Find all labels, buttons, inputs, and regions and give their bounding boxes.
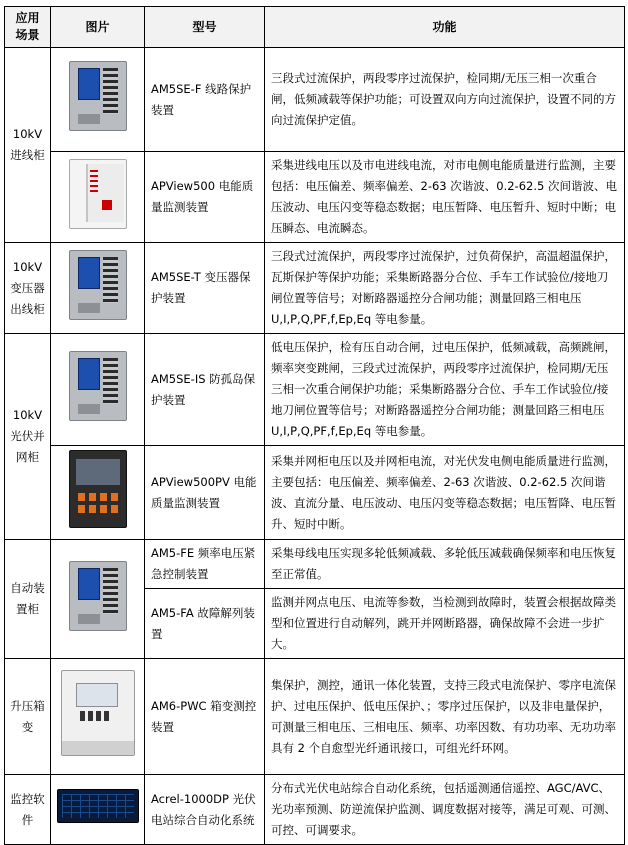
protection-relay-icon xyxy=(69,561,127,631)
scene-cell: 自动装置柜 xyxy=(5,540,51,659)
model-cell: AM5SE-F 线路保护装置 xyxy=(145,48,265,152)
function-cell: 采集并网柜电压以及并网柜电流，对光伏发电侧电能质量进行监测，主要包括：电压偏差、频率偏差、2-63 次谐波、0.2-62.5 次间谐波、直流分量、电压波动、电压闪变等稳态数据；电压暂降、电压暂升、短时中断。 xyxy=(265,446,625,540)
function-cell: 低电压保护，检有压自动合闸，过电压保护，低频减载，高频跳闸，频率突变跳闸，三段式过流保护，两段零序过流保护，检同期/无压三相一次重合闸保护功能；采集断路器分合位、手车工作试验位/接地刀闸位置等信号；对断路器遥控分合闸功能；测量回路三相电压 U,I,P,Q,PF,f,Ep,Eq 等电参量。 xyxy=(265,334,625,446)
protection-relay-icon xyxy=(69,250,127,320)
picture-cell xyxy=(51,334,145,446)
model-cell: AM5-FA 故障解列装置 xyxy=(145,589,265,659)
picture-cell xyxy=(51,659,145,775)
protection-relay-icon xyxy=(69,61,127,131)
function-cell: 集保护，测控，通讯一体化装置，支持三段式电流保护、零序电流保护、过电压保护、低电压保护、；零序过压保护，以及非电量保护，可测量三相电压、三相电压、频率、功率因数、有功功率、无功功率具有 2 个自愈型光纤通讯接口，可组光纤环网。 xyxy=(265,659,625,775)
table-row xyxy=(5,775,625,845)
function-cell: 采集母线电压实现多轮低频减载、多轮低压减载确保频率和电压恢复至正常值。 xyxy=(265,540,625,589)
model-cell: AM5SE-IS 防孤岛保护装置 xyxy=(145,334,265,446)
model-cell: AM6-PWC 箱变测控装置 xyxy=(145,659,265,775)
scene-cell: 10kV光伏并网柜 xyxy=(5,334,51,540)
table-row xyxy=(5,48,625,152)
header-function: 功能 xyxy=(265,7,625,48)
model-cell: APView500 电能质量监测装置 xyxy=(145,152,265,243)
scene-cell: 监控软件 xyxy=(5,775,51,845)
model-cell: Acrel-1000DP 光伏电站综合自动化系统 xyxy=(145,775,265,845)
scada-screen-icon xyxy=(57,789,139,823)
picture-cell xyxy=(51,152,145,243)
model-cell: AM5-FE 频率电压紧急控制装置 xyxy=(145,540,265,589)
scene-cell: 升压箱变 xyxy=(5,659,51,775)
equipment-table xyxy=(4,6,625,845)
power-quality-monitor-icon xyxy=(69,159,127,229)
table-row xyxy=(5,446,625,540)
model-cell: APView500PV 电能质量监测装置 xyxy=(145,446,265,540)
picture-cell xyxy=(51,446,145,540)
function-cell: 三段式过流保护，两段零序过流保护，检同期/无压三相一次重合闸，低频减载等保护功能；可设置双向方向过流保护，设置不同的方向过流保护定值。 xyxy=(265,48,625,152)
picture-cell xyxy=(51,775,145,845)
header-row xyxy=(5,7,625,48)
model-cell: AM5SE-T 变压器保护装置 xyxy=(145,243,265,334)
function-cell: 分布式光伏电站综合自动化系统，包括遥测通信遥控、AGC/AVC、光功率预测、防逆流保护监测、调度数据对接等，满足可观、可测、可控、可调要求。 xyxy=(265,775,625,845)
table-row xyxy=(5,659,625,775)
picture-cell xyxy=(51,540,145,659)
scene-cell: 10kV进线柜 xyxy=(5,48,51,243)
scene-cell: 10kV变压器出线柜 xyxy=(5,243,51,334)
box-transformer-controller-icon xyxy=(61,670,135,756)
table-row xyxy=(5,152,625,243)
table-row xyxy=(5,334,625,446)
function-cell: 采集进线电压以及市电进线电流，对市电侧电能质量进行监测，主要包括：电压偏差、频率偏差、2-63 次谐波、0.2-62.5 次间谐波、电压波动、电压闪变等稳态数据；电压暂降、电压暂升、短时中断；电压瞬态、电流瞬态。 xyxy=(265,152,625,243)
header-picture: 图片 xyxy=(51,7,145,48)
function-cell: 三段式过流保护，两段零序过流保护，过负荷保护，高温超温保护，瓦斯保护等保护功能；采集断路器分合位、手车工作试验位/接地刀闸位置等信号；对断路器遥控分合闸功能；测量回路三相电压 U,I,P,Q,PF,f,Ep,Eq 等电参量。 xyxy=(265,243,625,334)
table-row xyxy=(5,243,625,334)
pv-quality-monitor-icon xyxy=(69,450,127,528)
function-cell: 监测并网点电压、电流等参数，当检测到故障时，装置会根据故障类型和位置进行自动解列，跳开并网断路器，确保故障不会进一步扩大。 xyxy=(265,589,625,659)
header-scene: 应用场景 xyxy=(5,7,51,48)
protection-relay-icon xyxy=(69,351,127,421)
table-row xyxy=(5,540,625,589)
picture-cell xyxy=(51,48,145,152)
picture-cell xyxy=(51,243,145,334)
header-model: 型号 xyxy=(145,7,265,48)
